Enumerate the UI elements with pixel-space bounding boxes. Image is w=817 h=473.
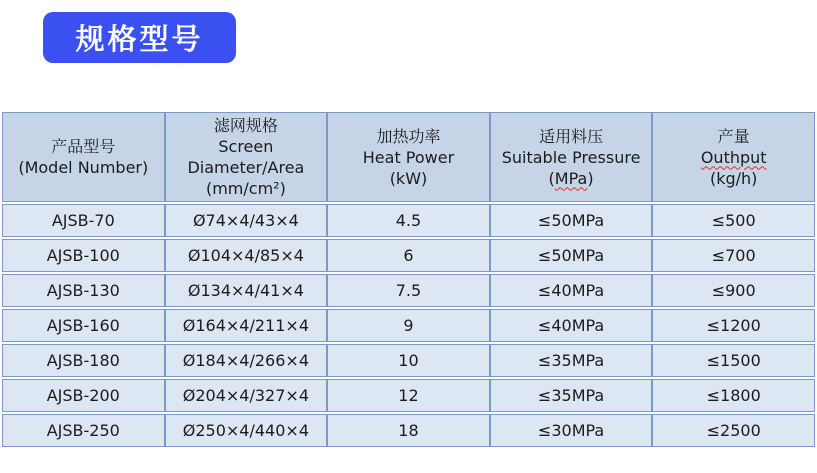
cell-screen-spec: Ø184×4/266×4	[165, 344, 328, 377]
header-line: 产品型号	[51, 137, 116, 156]
table-row	[2, 344, 815, 377]
cell-model-number: AJSB-200	[2, 379, 165, 412]
header-line: (Model Number)	[18, 158, 149, 177]
misspelled-word: Outhput	[700, 147, 767, 167]
cell-suitable-pressure: ≤50MPa	[490, 239, 653, 272]
cell-model-number: AJSB-100	[2, 239, 165, 272]
cell-heat-power: 4.5	[327, 204, 490, 237]
cell-model-number: AJSB-160	[2, 309, 165, 342]
header-line: Diameter/Area	[187, 158, 305, 177]
column-header-output	[652, 112, 815, 202]
header-line: (kg/h)	[709, 168, 758, 188]
cell-output: ≤900	[652, 274, 815, 307]
spec-table	[2, 110, 815, 449]
header-row	[2, 112, 815, 202]
column-header-suitable-pressure	[490, 112, 653, 202]
header-line: Screen	[218, 137, 274, 156]
table-row	[2, 309, 815, 342]
header-line: Heat Power	[362, 147, 455, 167]
cell-suitable-pressure: ≤40MPa	[490, 309, 653, 342]
cell-heat-power: 18	[327, 414, 490, 447]
cell-screen-spec: Ø164×4/211×4	[165, 309, 328, 342]
cell-model-number: AJSB-130	[2, 274, 165, 307]
cell-output: ≤700	[652, 239, 815, 272]
table-row	[2, 379, 815, 412]
cell-heat-power: 9	[327, 309, 490, 342]
cell-screen-spec: Ø204×4/327×4	[165, 379, 328, 412]
cell-output: ≤500	[652, 204, 815, 237]
header-line: (mm/cm²)	[205, 179, 286, 198]
header-line: 产量	[717, 126, 750, 146]
cell-heat-power: 6	[327, 239, 490, 272]
cell-suitable-pressure: ≤40MPa	[490, 274, 653, 307]
cell-model-number: AJSB-70	[2, 204, 165, 237]
misspelled-word: MPa	[554, 168, 588, 188]
cell-output: ≤1500	[652, 344, 815, 377]
cell-suitable-pressure: ≤30MPa	[490, 414, 653, 447]
header-line: 加热功率	[376, 126, 441, 146]
header-line: 滤网规格	[213, 116, 278, 135]
cell-output: ≤1800	[652, 379, 815, 412]
cell-suitable-pressure: ≤35MPa	[490, 344, 653, 377]
title-badge	[43, 12, 236, 63]
cell-screen-spec: Ø104×4/85×4	[165, 239, 328, 272]
cell-output: ≤1200	[652, 309, 815, 342]
header-line: Suitable Pressure	[501, 147, 641, 167]
cell-output: ≤2500	[652, 414, 815, 447]
column-header-heat-power	[327, 112, 490, 202]
header-line: 适用料压	[539, 126, 604, 146]
header-line: (MPa)	[548, 168, 594, 188]
header-line: (kW)	[389, 168, 428, 188]
column-header-screen-spec	[165, 112, 328, 202]
header-line	[657, 147, 810, 168]
title-badge-label: 规格型号	[75, 22, 204, 56]
cell-screen-spec: Ø250×4/440×4	[165, 414, 328, 447]
cell-suitable-pressure: ≤50MPa	[490, 204, 653, 237]
cell-heat-power: 7.5	[327, 274, 490, 307]
cell-screen-spec: Ø134×4/41×4	[165, 274, 328, 307]
cell-screen-spec: Ø74×4/43×4	[165, 204, 328, 237]
table-row	[2, 239, 815, 272]
table-row	[2, 414, 815, 447]
table-body	[2, 204, 815, 447]
table-header	[2, 112, 815, 202]
cell-model-number: AJSB-250	[2, 414, 165, 447]
cell-heat-power: 12	[327, 379, 490, 412]
cell-model-number: AJSB-180	[2, 344, 165, 377]
table-row	[2, 274, 815, 307]
column-header-model-number	[2, 112, 165, 202]
table-row	[2, 204, 815, 237]
cell-suitable-pressure: ≤35MPa	[490, 379, 653, 412]
cell-heat-power: 10	[327, 344, 490, 377]
